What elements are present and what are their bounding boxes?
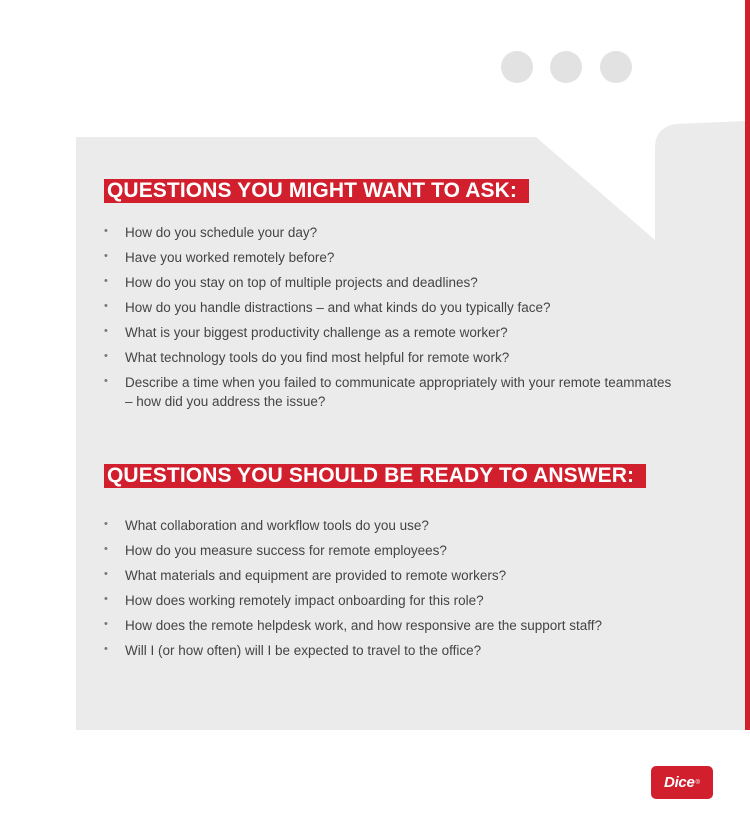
list-item: • What technology tools do you find most helpful for remote work? bbox=[104, 348, 704, 367]
questions-to-ask-list bbox=[104, 223, 704, 411]
dice-logo bbox=[651, 766, 713, 799]
list-item: • What materials and equipment are provided to remote workers? bbox=[104, 566, 704, 585]
list-item: • How do you handle distractions – and what kinds do you typically face? bbox=[104, 298, 704, 317]
list-item: • How does working remotely impact onboarding for this role? bbox=[104, 591, 704, 610]
list-item: • Describe a time when you failed to communicate appropriately with your remote teammates – how did you address the issue? bbox=[104, 373, 680, 411]
section-questions-to-ask bbox=[104, 179, 704, 417]
section-heading-ask: QUESTIONS YOU MIGHT WANT TO ASK: bbox=[104, 179, 529, 203]
list-item: • What is your biggest productivity challenge as a remote worker? bbox=[104, 323, 704, 342]
registered-mark: ® bbox=[695, 779, 700, 786]
section-questions-to-answer bbox=[104, 464, 704, 666]
ellipsis-dot-3-icon bbox=[600, 51, 632, 83]
list-item: • What collaboration and workflow tools do you use? bbox=[104, 516, 704, 535]
list-item: • How do you schedule your day? bbox=[104, 223, 704, 242]
list-item: • Will I (or how often) will I be expected to travel to the office? bbox=[104, 641, 704, 660]
ellipsis-dot-2-icon bbox=[550, 51, 582, 83]
list-item: • Have you worked remotely before? bbox=[104, 248, 704, 267]
dice-logo-text: Dice bbox=[664, 774, 695, 791]
list-item: • How do you measure success for remote employees? bbox=[104, 541, 704, 560]
section-heading-answer: QUESTIONS YOU SHOULD BE READY TO ANSWER: bbox=[104, 464, 646, 488]
list-item: • How does the remote helpdesk work, and how responsive are the support staff? bbox=[104, 616, 704, 635]
list-item: • How do you stay on top of multiple projects and deadlines? bbox=[104, 273, 704, 292]
ellipsis-dot-1-icon bbox=[501, 51, 533, 83]
questions-to-answer-list bbox=[104, 516, 704, 660]
right-accent-bar bbox=[745, 0, 750, 730]
